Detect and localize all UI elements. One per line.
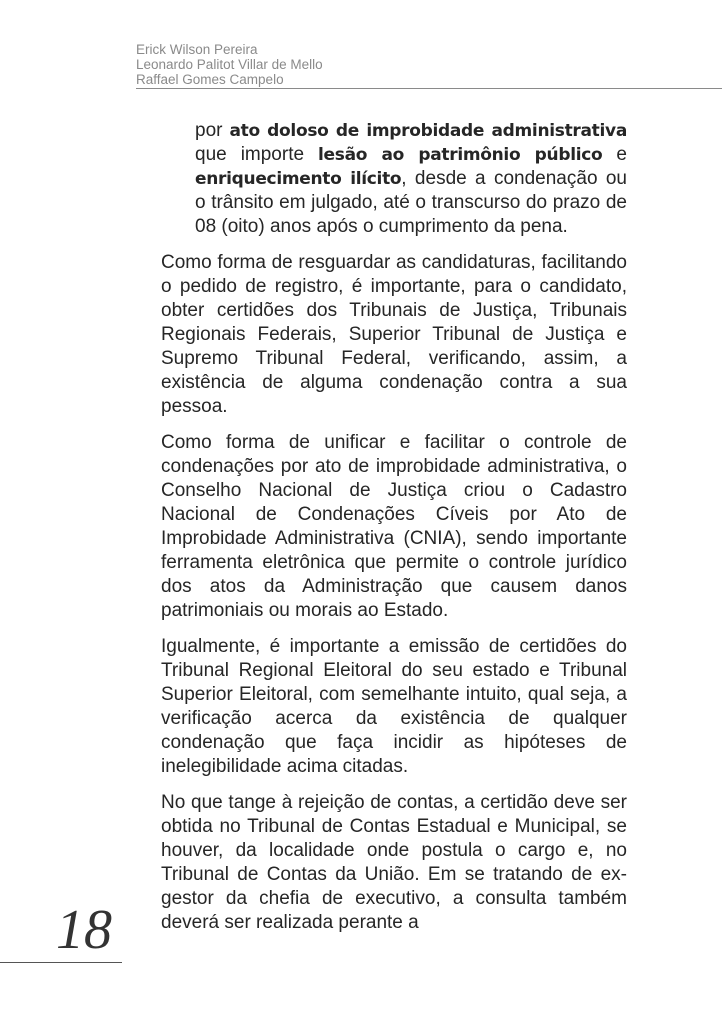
indented-quote — [195, 119, 627, 239]
paragraph: Como forma de resguardar as candidaturas, facilitando o pedido de registro, é importante, para o candidato, obter certidões dos Tribunais de Justiça, Tribunais Regionais Federais, Superior Tribunal de Justiça e Supremo Tribunal Federal, verificando, assim, a existência de alguma condenação contra a sua pessoa. — [161, 252, 627, 417]
paragraph: No que tange à rejeição de contas, a certidão deve ser obtida no Tribunal de Contas Estadual e Municipal, se houver, da localidade onde postula o cargo e, no Tribunal de Contas da União. Em se tratando de ex-gestor da chefia de executivo, a consulta também deverá ser realizada perante a — [161, 792, 627, 933]
body-text — [161, 100, 627, 947]
paragraph: Como forma de unificar e facilitar o controle de condenações por ato de improbidade administrativa, o Conselho Nacional de Justiça criou o Cadastro Nacional de Condenações Cíveis por Ato de Improbidade Administrativa (CNIA), sendo importante ferramenta eletrônica que permite o controle jurídico dos atos da Administração que causem danos patrimoniais ou morais ao Estado. — [161, 432, 627, 621]
paragraph: Igualmente, é importante a emissão de certidões do Tribunal Regional Eleitoral do seu estado e Tribunal Superior Eleitoral, com semelhante intuito, qual seja, a verificação acerca da existência de qualquer condenação que faça incidir as hipóteses de inelegibilidade acima citadas. — [161, 636, 627, 777]
quote-emphasis: enriquecimento ilícito — [195, 169, 402, 189]
author-name: Raffael Gomes Campelo — [136, 72, 284, 87]
quote-emphasis: lesão ao patrimônio público — [318, 145, 603, 165]
author-name: Erick Wilson Pereira — [136, 42, 258, 57]
header-divider — [136, 88, 722, 89]
footer-divider — [0, 962, 122, 963]
quote-emphasis: ato doloso de improbidade administrativa — [229, 121, 627, 141]
quote-text: que importe — [195, 144, 319, 165]
running-header — [136, 42, 323, 87]
quote-text: por — [195, 120, 230, 141]
page-number: 18 — [56, 899, 112, 961]
quote-text: e — [602, 144, 627, 165]
author-name: Leonardo Palitot Villar de Mello — [136, 57, 323, 72]
quote-text: , desde a condenação ou o trânsito em julgado, até o transcurso do prazo de 08 (oito) anos após o cumprimento da pena. — [195, 168, 627, 237]
